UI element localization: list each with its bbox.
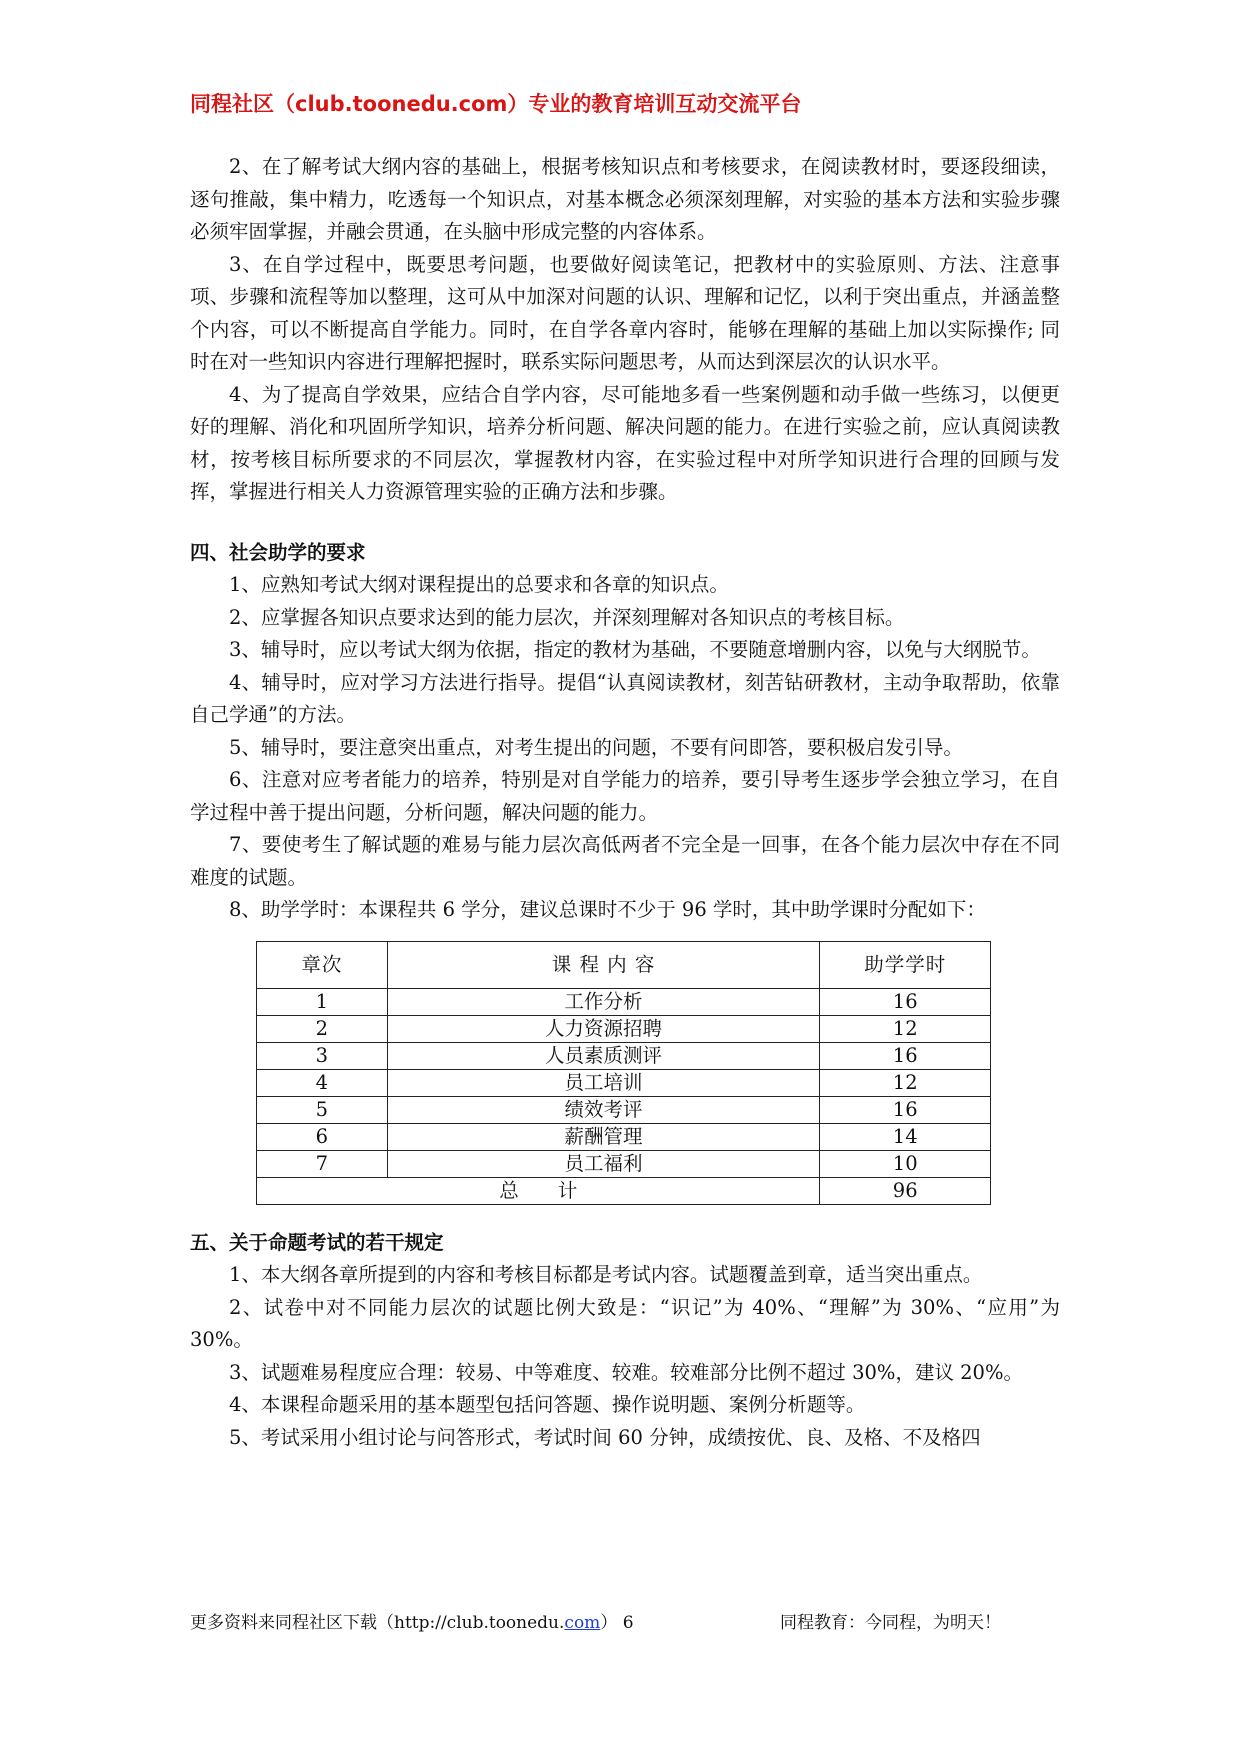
- section-4-item-1: 1、应熟知考试大纲对课程提出的总要求和各章的知识点。: [229, 573, 729, 596]
- section-5-item-3: 3、试题难易程度应合理：较易、中等难度、较难。较难部分比例不超过 30%，建议 20%。: [229, 1360, 1023, 1384]
- footer-slogan: 同程教育：今同程，为明天！: [780, 1613, 1001, 1633]
- hours-cell: 12: [820, 1015, 991, 1042]
- total-value: 96: [820, 1177, 991, 1204]
- header-chapter: 章次: [257, 941, 388, 988]
- content-cell: 人力资源招聘: [387, 1015, 820, 1042]
- section-4-item-5: 5、辅导时，要注意突出重点，对考生提出的问题，不要有问即答，要积极启发引导。: [229, 735, 963, 759]
- chapter-cell: 2: [257, 1015, 388, 1042]
- section-5-item-2: 2、试卷中对不同能力层次的试题比例大致是：“识记”为 40%、“理解”为 30%、“应用”为 30%。: [190, 1295, 1060, 1351]
- footer-left: [190, 1608, 634, 1633]
- table-total-row: [257, 1177, 991, 1204]
- chapter-cell: 7: [257, 1150, 388, 1177]
- table-row: [257, 1069, 991, 1096]
- chapter-cell: 3: [257, 1042, 388, 1069]
- content-cell: 员工培训: [387, 1069, 820, 1096]
- table-row: [257, 1042, 991, 1069]
- section-4-item-7: 7、要使考生了解试题的难易与能力层次高低两者不完全是一回事，在各个能力层次中存在不同难度的试题。: [190, 833, 1060, 889]
- content-cell: 员工福利: [387, 1150, 820, 1177]
- content-cell: 绩效考评: [387, 1096, 820, 1123]
- section-4-title: 四、社会助学的要求: [190, 540, 366, 564]
- hours-cell: 16: [820, 1096, 991, 1123]
- hours-cell: 16: [820, 1042, 991, 1069]
- footer-link[interactable]: com: [564, 1613, 601, 1633]
- section-4-item-2: 2、应掌握各知识点要求达到的能力层次，并深刻理解对各知识点的考核目标。: [229, 605, 905, 629]
- hours-cell: 16: [820, 988, 991, 1015]
- content-cell: 人员素质测评: [387, 1042, 820, 1069]
- document-body: [190, 151, 1060, 1454]
- chapter-cell: 6: [257, 1123, 388, 1150]
- footer-left-prefix: 更多资料来同程社区下载（http://club.toonedu.: [190, 1613, 565, 1633]
- intro-paragraph-2: 2、在了解考试大纲内容的基础上，根据考核知识点和考核要求，在阅读教材时，要逐段细读，逐句推敲，集中精力，吃透每一个知识点，对基本概念必须深刻理解，对实验的基本方法和实验步骤必须牢固掌握，并融会贯通，在头脑中形成完整的内容体系。: [190, 155, 1060, 243]
- intro-paragraph-3: 3、在自学过程中，既要思考问题，也要做好阅读笔记，把教材中的实验原则、方法、注意事项、步骤和流程等加以整理，这可从中加深对问题的认识、理解和记忆，以利于突出重点，并涵盖整个内容，可以不断提高自学能力。同时，在自学各章内容时，能够在理解的基础上加以实际操作; 同时在对一些知识内容进行理解把握时，联系实际问题思考，从而达到深层次的认识水平。: [190, 252, 1060, 373]
- table-header-row: [257, 941, 991, 988]
- chapter-cell: 4: [257, 1069, 388, 1096]
- section-4-item-4: 4、辅导时，应对学习方法进行指导。提倡“认真阅读教材，刻苦钻研教材，主动争取帮助，依靠自己学通”的方法。: [190, 670, 1060, 726]
- header-content: 课 程 内 容: [387, 941, 820, 988]
- section-4-item-6: 6、注意对应考者能力的培养，特别是对自学能力的培养，要引导考生逐步学会独立学习，在自学过程中善于提出问题，分析问题，解决问题的能力。: [190, 768, 1060, 824]
- study-hours-table: [256, 941, 991, 1205]
- hours-cell: 14: [820, 1123, 991, 1150]
- chapter-cell: 5: [257, 1096, 388, 1123]
- table-row: [257, 1123, 991, 1150]
- table-row: [257, 988, 991, 1015]
- table-row: [257, 1096, 991, 1123]
- content-cell: 工作分析: [387, 988, 820, 1015]
- total-label: 总 计: [257, 1177, 820, 1204]
- page-header: 同程社区（club.toonedu.com）专业的教育培训互动交流平台: [190, 92, 802, 116]
- section-5-title: 五、关于命题考试的若干规定: [190, 1230, 444, 1254]
- intro-paragraph-4: 4、为了提高自学效果，应结合自学内容，尽可能地多看一些案例题和动手做一些练习，以便更好的理解、消化和巩固所学知识，培养分析问题、解决问题的能力。在进行实验之前，应认真阅读教材，按考核目标所要求的不同层次，掌握教材内容，在实验过程中对所学知识进行合理的回顾与发挥，掌握进行相关人力资源管理实验的正确方法和步骤。: [190, 382, 1060, 503]
- header-hours: 助学学时: [820, 941, 991, 988]
- table-row: [257, 1015, 991, 1042]
- section-4-item-8: 8、助学学时：本课程共 6 学分，建议总课时不少于 96 学时，其中助学课时分配如下：: [229, 898, 986, 921]
- section-5-item-1: 1、本大纲各章所提到的内容和考核目标都是考试内容。试题覆盖到章，适当突出重点。: [229, 1263, 983, 1286]
- hours-cell: 12: [820, 1069, 991, 1096]
- section-4-item-3: 3、辅导时，应以考试大纲为依据，指定的教材为基础，不要随意增删内容，以免与大纲脱节。: [229, 638, 1041, 661]
- section-5-item-4: 4、本课程命题采用的基本题型包括问答题、操作说明题、案例分析题等。: [229, 1393, 866, 1416]
- content-cell: 薪酬管理: [387, 1123, 820, 1150]
- section-5-item-5: 5、考试采用小组讨论与问答形式，考试时间 60 分钟，成绩按优、良、及格、不及格四: [229, 1425, 981, 1449]
- table-row: [257, 1150, 991, 1177]
- chapter-cell: 1: [257, 988, 388, 1015]
- hours-cell: 10: [820, 1150, 991, 1177]
- footer-page-number: ） 6: [600, 1613, 634, 1633]
